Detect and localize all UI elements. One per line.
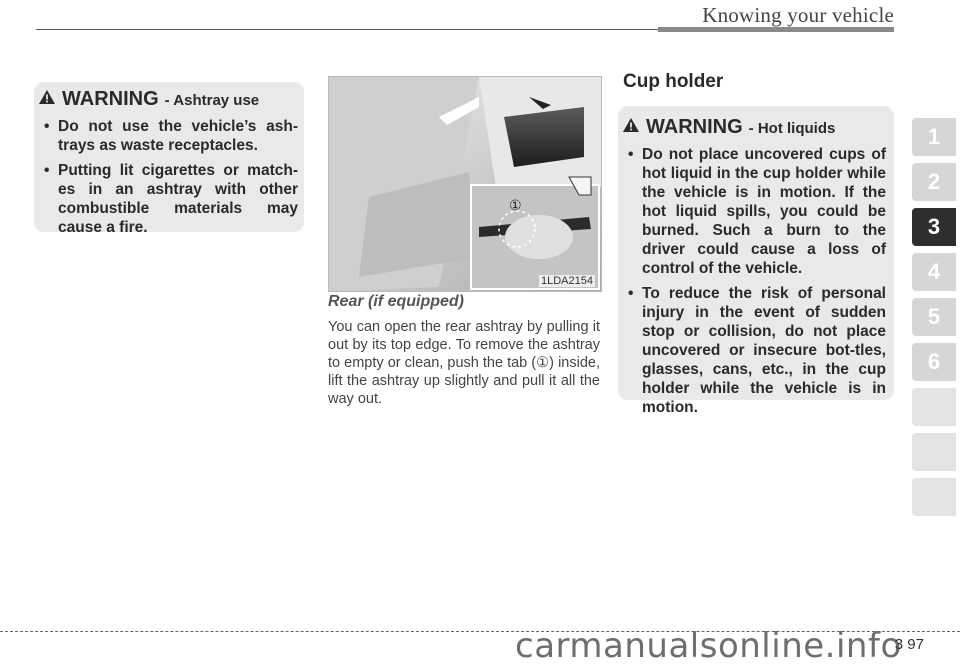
header-title: Knowing your vehicle <box>702 3 894 27</box>
page-number: 3 97 <box>894 636 924 653</box>
warning-subtitle: - Hot liquids <box>748 120 836 137</box>
header-accent-bar <box>658 27 894 32</box>
rear-ashtray-instructions: You can open the rear ashtray by pulling it out by its top edge. To remove the ashtray to empty or clean, push the tab (①) inside, lift the ashtray up slightly and pull it all the way out. <box>328 319 600 407</box>
ashtray-warning-list <box>38 117 298 237</box>
warning-subtitle: - Ashtray use <box>164 92 260 109</box>
warning-triangle-icon <box>622 117 640 133</box>
list-item: • To reduce the risk of personal injury in the event of sudden stop or collision, do not place uncovered or insecure bot-tles, glasses, cans, etc., in the cup holder while the vehicle is in motion. <box>622 284 886 417</box>
ashtray-illustration <box>329 77 601 291</box>
figure-callout: ① <box>509 197 522 213</box>
list-item: • Do not use the vehicle’s ash-trays as waste receptacles. <box>38 117 298 155</box>
ashtray-warning-heading <box>38 88 298 111</box>
ashtray-warning-box <box>34 82 304 236</box>
chapter-tab-3[interactable]: 3 <box>912 208 956 246</box>
figure-caption: Rear (if equipped) <box>328 293 465 310</box>
hot-liquids-warning-list <box>622 145 886 417</box>
watermark: carmanualsonline.info <box>515 626 902 666</box>
hot-liquids-warning-box <box>618 106 894 416</box>
chapter-tab-8[interactable] <box>912 433 956 471</box>
rear-ashtray-photo <box>328 76 602 292</box>
hot-liquids-warning-heading <box>622 116 886 139</box>
cup-holder-heading: Cup holder <box>623 71 724 92</box>
list-item: • Putting lit cigarettes or match-es in an ashtray with other combustible materials may cause a fire. <box>38 161 298 237</box>
list-item: • Do not place uncovered cups of hot liquid in the cup holder while the vehicle is in motion. If the hot liquid spills, you could be burned. Such a burn to the driver could cause a loss of control of the vehicle. <box>622 145 886 278</box>
chapter-tab-6[interactable]: 6 <box>912 343 956 381</box>
warning-title: WARNING <box>646 116 743 138</box>
chapter-tabs <box>912 118 960 523</box>
chapter-tab-9[interactable] <box>912 478 956 516</box>
chapter-tab-2[interactable]: 2 <box>912 163 956 201</box>
warning-triangle-icon <box>38 89 56 105</box>
warning-title: WARNING <box>62 88 159 110</box>
chapter-tab-4[interactable]: 4 <box>912 253 956 291</box>
chapter-tab-7[interactable] <box>912 388 956 426</box>
figure-code: 1LDA2154 <box>541 275 593 287</box>
chapter-tab-1[interactable]: 1 <box>912 118 956 156</box>
chapter-tab-5[interactable]: 5 <box>912 298 956 336</box>
